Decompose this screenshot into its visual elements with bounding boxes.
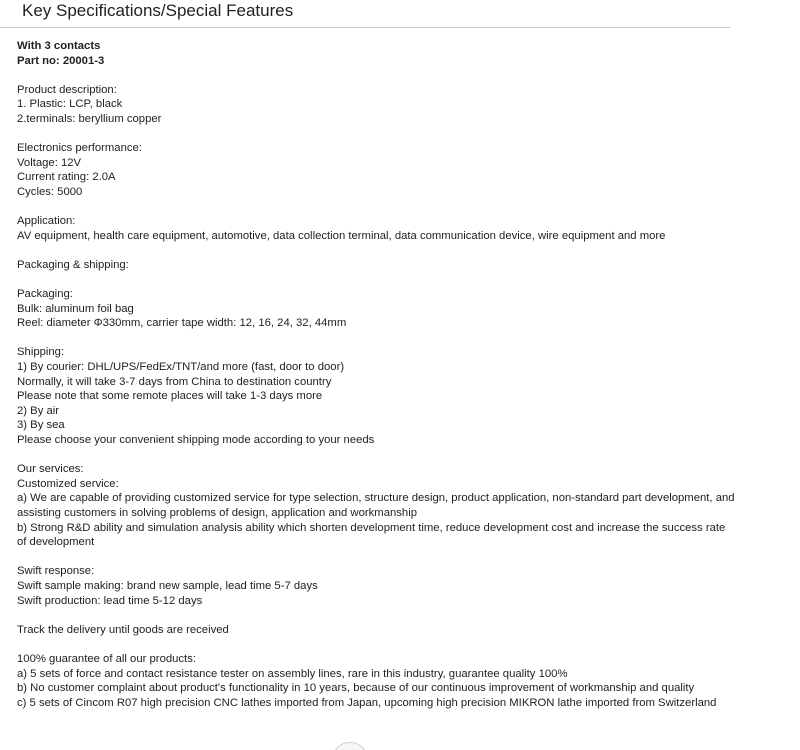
spacer [17, 68, 737, 83]
swift-item: Swift sample making: brand new sample, lead time 5-7 days [17, 579, 318, 592]
spacer [17, 637, 737, 652]
swift-item: Swift production: lead time 5-12 days [17, 594, 203, 607]
part-number: Part no: 20001-3 [17, 54, 105, 67]
tracking-text: Track the delivery until goods are received [17, 623, 229, 636]
contacts-line: With 3 contacts [17, 40, 101, 52]
electronics-heading: Electronics performance: [17, 142, 142, 155]
packaging-item: Bulk: aluminum foil bag [17, 302, 134, 315]
description-item: 1. Plastic: LCP, black [17, 98, 123, 111]
services-item: b) Strong R&D ability and simulation analysis ability which shorten development time, reduce development cost and increase the success rate of development [17, 521, 726, 549]
shipping-item: Normally, it will take 3-7 days from China to destination country [17, 375, 332, 388]
spec-content [17, 39, 737, 710]
packaging-heading: Packaging: [17, 288, 73, 301]
guarantee-item: c) 5 sets of Cincom R07 high precision CNC lathes imported from Japan, upcoming high precision MIKRON lathe imported from Switzerland [17, 696, 717, 709]
spacer [17, 200, 737, 215]
electronics-item: Voltage: 12V [17, 156, 82, 169]
services-heading: Our services: [17, 463, 84, 476]
spacer [17, 550, 737, 565]
services-item: a) We are capable of providing customized service for type selection, structure design, product application, non-standard part development, and assisting customers in solving problems of design, application and workmanship [17, 492, 735, 519]
guarantee-item: b) No customer complaint about product's functionality in 10 years, because of our continuous improvement of workmanship and quality [17, 682, 695, 695]
application-text: AV equipment, health care equipment, automotive, data collection terminal, data communication device, wire equipment and more [17, 229, 666, 242]
electronics-item: Current rating: 2.0A [17, 171, 116, 184]
application-heading: Application: [17, 215, 76, 228]
shipping-heading: Shipping: [17, 346, 65, 359]
section-header [0, 0, 730, 28]
spacer [17, 331, 737, 346]
spacer [17, 448, 737, 463]
packaging-item: Reel: diameter Φ330mm, carrier tape width: 12, 16, 24, 32, 44mm [17, 317, 347, 330]
description-heading: Product description: [17, 83, 117, 96]
shipping-item: 3) By sea [17, 419, 65, 432]
shipping-item: Please choose your convenient shipping mode according to your needs [17, 434, 375, 447]
spacer [17, 243, 737, 258]
packaging-shipping-heading: Packaging & shipping: [17, 258, 129, 271]
swift-heading: Swift response: [17, 565, 95, 578]
guarantee-item: a) 5 sets of force and contact resistance tester on assembly lines, rare in this industry, guarantee quality 100% [17, 667, 568, 680]
shipping-item: 2) By air [17, 404, 60, 417]
services-subheading: Customized service: [17, 477, 119, 490]
page-title: Key Specifications/Special Features [22, 1, 294, 20]
shipping-item: 1) By courier: DHL/UPS/FedEx/TNT/and more (fast, door to door) [17, 361, 345, 374]
spacer [17, 608, 737, 623]
shipping-item: Please note that some remote places will take 1-3 days more [17, 390, 323, 403]
scroll-to-top-button[interactable] [333, 742, 367, 750]
description-item: 2.terminals: beryllium copper [17, 112, 162, 125]
electronics-item: Cycles: 5000 [17, 185, 83, 198]
spacer [17, 273, 737, 288]
spacer [17, 127, 737, 142]
guarantee-heading: 100% guarantee of all our products: [17, 652, 196, 665]
